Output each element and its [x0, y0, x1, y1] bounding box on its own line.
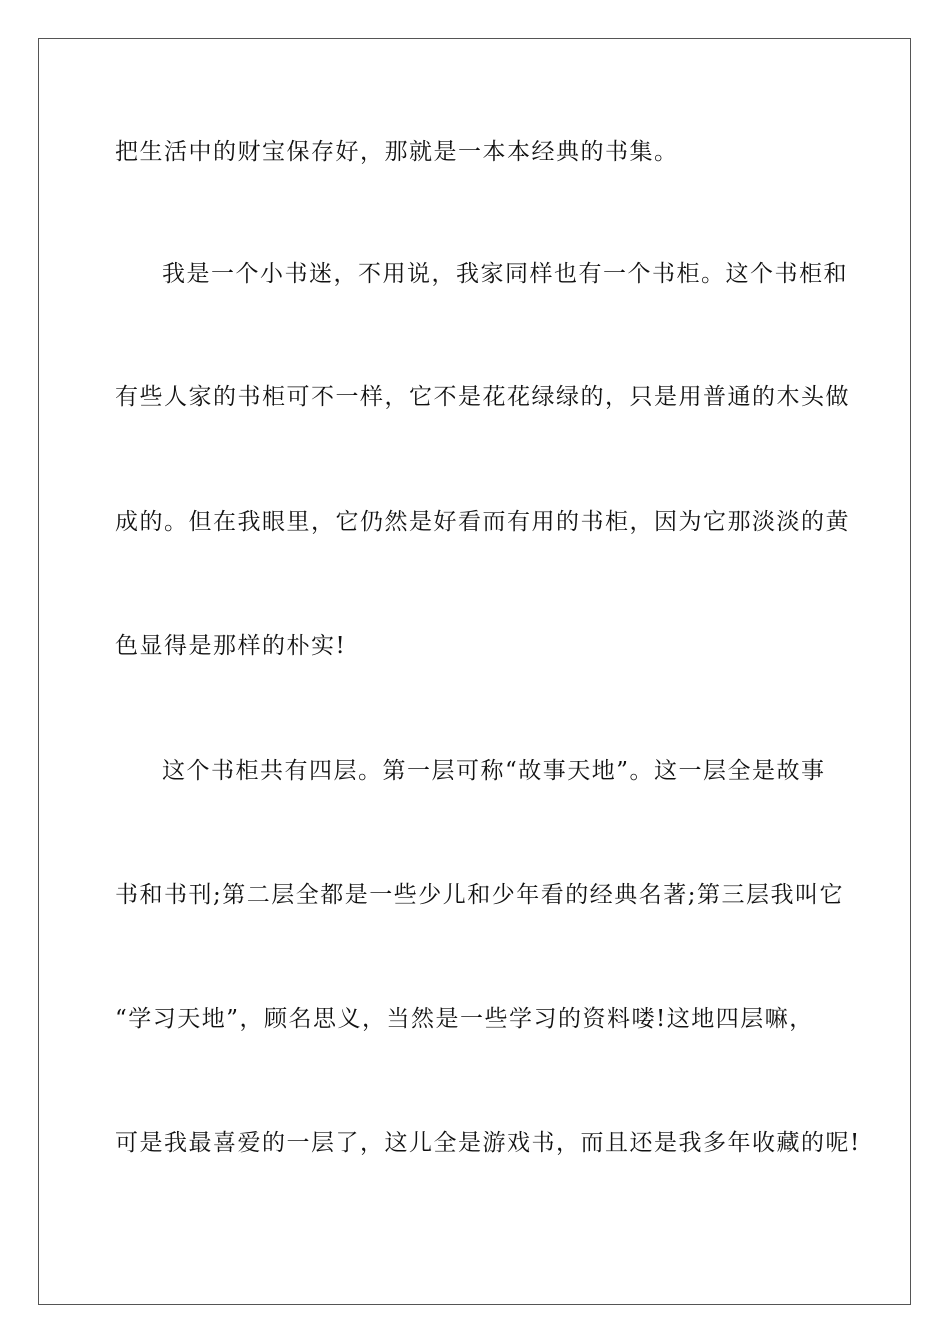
- paragraph-line-3: 有些人家的书柜可不一样，它不是花花绿绿的，只是用普通的木头做: [115, 384, 850, 410]
- paragraph-line-8: “学习天地”，顾名思义，当然是一些学习的资料喽!这地四层嘛，: [115, 1006, 814, 1032]
- paragraph-line-5: 色显得是那样的朴实!: [115, 633, 347, 659]
- paragraph-line-2: 我是一个小书迷，不用说，我家同样也有一个书柜。这个书柜和: [162, 261, 848, 287]
- paragraph-line-9: 可是我最喜爱的一层了，这儿全是游戏书，而且还是我多年收藏的呢!: [115, 1130, 861, 1156]
- paragraph-line-6: 这个书柜共有四层。第一层可称“故事天地”。这一层全是故事: [162, 758, 826, 784]
- paragraph-line-1: 把生活中的财宝保存好，那就是一本本经典的书集。: [115, 139, 679, 165]
- paragraph-line-7: 书和书刊;第二层全都是一些少儿和少年看的经典名著;第三层我叫它: [115, 882, 844, 908]
- page-border: [38, 38, 911, 1305]
- paragraph-line-4: 成的。但在我眼里，它仍然是好看而有用的书柜，因为它那淡淡的黄: [115, 509, 850, 535]
